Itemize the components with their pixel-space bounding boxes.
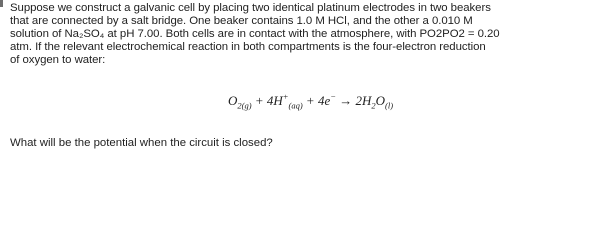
question-line-4: atm. If the relevant electrochemical reaction in both compartments is the four-electron reduction <box>10 40 486 53</box>
reaction-arrow: → <box>335 93 356 108</box>
water-oxygen: O <box>375 93 385 108</box>
oxygen-symbol: O <box>228 93 238 108</box>
water-term: 2H <box>355 93 372 108</box>
question-paragraph <box>10 2 610 67</box>
page-edge-marker <box>0 0 3 7</box>
plus-sign-1: + <box>251 93 267 108</box>
proton-state: (aq) <box>288 100 303 111</box>
proton-term: 4H <box>266 93 283 108</box>
question-line-2: that are connected by a salt bridge. One beaker contains 1.0 M HCl, and the other a 0.010 M <box>10 14 473 27</box>
question-prompt: What will be the potential when the circuit is closed? <box>10 137 273 150</box>
oxygen-subscript: 2(g) <box>237 100 252 111</box>
question-line-3: solution of Na₂SO₄ at pH 7.00. Both cells are in contact with the atmosphere, with PO2PO2 = 0.20 <box>10 27 500 40</box>
question-line-1: Suppose we construct a galvanic cell by placing two identical platinum electrodes in two beakers <box>10 2 491 14</box>
electron-charge: − <box>330 91 336 102</box>
plus-sign-2: + <box>302 93 318 108</box>
water-state: (l) <box>385 100 394 111</box>
electron-term: 4e <box>317 93 331 108</box>
water-subscript: 2 <box>371 100 376 111</box>
proton-charge: + <box>282 91 289 102</box>
reaction-equation <box>228 93 393 109</box>
question-line-5: of oxygen to water: <box>10 53 106 66</box>
